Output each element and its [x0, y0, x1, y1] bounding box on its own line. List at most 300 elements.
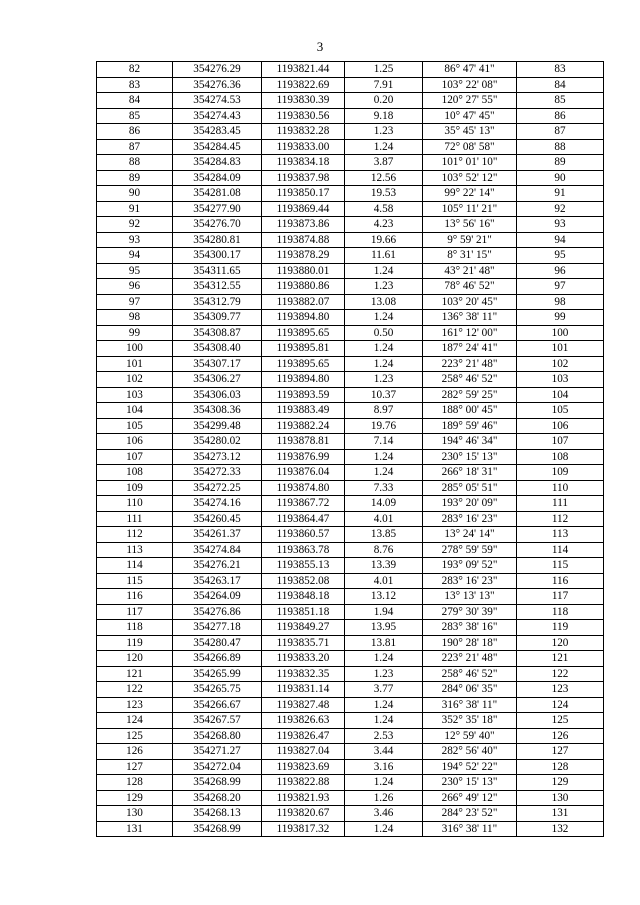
table-row	[97, 821, 604, 837]
next-point-cell: 123	[517, 682, 604, 698]
table-row	[97, 294, 604, 310]
bearing-cell: 105° 11' 21"	[423, 201, 517, 217]
x-coordinate-cell: 354300.17	[173, 248, 262, 264]
bearing-cell: 316° 38' 11"	[423, 821, 517, 837]
table-row	[97, 558, 604, 574]
x-coordinate-cell: 354260.45	[173, 511, 262, 527]
bearing-cell: 8° 31' 15"	[423, 248, 517, 264]
point-number-cell: 98	[97, 310, 173, 326]
table-row	[97, 217, 604, 233]
y-coordinate-cell: 1193817.32	[262, 821, 345, 837]
next-point-cell: 104	[517, 387, 604, 403]
distance-cell: 1.23	[345, 666, 423, 682]
table-row	[97, 387, 604, 403]
table-row	[97, 620, 604, 636]
bearing-cell: 13° 24' 14"	[423, 527, 517, 543]
distance-cell: 19.76	[345, 418, 423, 434]
table-row	[97, 589, 604, 605]
x-coordinate-cell: 354276.36	[173, 77, 262, 93]
y-coordinate-cell: 1193850.17	[262, 186, 345, 202]
x-coordinate-cell: 354271.27	[173, 744, 262, 760]
next-point-cell: 87	[517, 124, 604, 140]
next-point-cell: 105	[517, 403, 604, 419]
bearing-cell: 194° 52' 22"	[423, 759, 517, 775]
x-coordinate-cell: 354274.16	[173, 496, 262, 512]
next-point-cell: 97	[517, 279, 604, 295]
next-point-cell: 83	[517, 62, 604, 78]
distance-cell: 13.85	[345, 527, 423, 543]
coordinates-table-body	[97, 62, 604, 837]
x-coordinate-cell: 354266.89	[173, 651, 262, 667]
bearing-cell: 223° 21' 48"	[423, 651, 517, 667]
x-coordinate-cell: 354299.48	[173, 418, 262, 434]
x-coordinate-cell: 354268.99	[173, 821, 262, 837]
next-point-cell: 91	[517, 186, 604, 202]
distance-cell: 7.33	[345, 480, 423, 496]
distance-cell: 0.20	[345, 93, 423, 109]
y-coordinate-cell: 1193822.69	[262, 77, 345, 93]
distance-cell: 3.46	[345, 806, 423, 822]
next-point-cell: 129	[517, 775, 604, 791]
point-number-cell: 130	[97, 806, 173, 822]
y-coordinate-cell: 1193821.44	[262, 62, 345, 78]
table-row	[97, 666, 604, 682]
x-coordinate-cell: 354265.75	[173, 682, 262, 698]
point-number-cell: 124	[97, 713, 173, 729]
bearing-cell: 258° 46' 52"	[423, 666, 517, 682]
distance-cell: 13.95	[345, 620, 423, 636]
next-point-cell: 100	[517, 325, 604, 341]
distance-cell: 1.24	[345, 465, 423, 481]
table-row	[97, 496, 604, 512]
point-number-cell: 116	[97, 589, 173, 605]
coordinates-table	[96, 61, 604, 837]
table-row	[97, 139, 604, 155]
point-number-cell: 95	[97, 263, 173, 279]
point-number-cell: 103	[97, 387, 173, 403]
point-number-cell: 123	[97, 697, 173, 713]
next-point-cell: 120	[517, 635, 604, 651]
next-point-cell: 90	[517, 170, 604, 186]
bearing-cell: 193° 09' 52"	[423, 558, 517, 574]
y-coordinate-cell: 1193876.04	[262, 465, 345, 481]
bearing-cell: 278° 59' 59"	[423, 542, 517, 558]
table-row	[97, 806, 604, 822]
distance-cell: 13.12	[345, 589, 423, 605]
next-point-cell: 114	[517, 542, 604, 558]
y-coordinate-cell: 1193876.99	[262, 449, 345, 465]
table-row	[97, 201, 604, 217]
x-coordinate-cell: 354272.25	[173, 480, 262, 496]
next-point-cell: 103	[517, 372, 604, 388]
distance-cell: 19.53	[345, 186, 423, 202]
next-point-cell: 115	[517, 558, 604, 574]
x-coordinate-cell: 354274.53	[173, 93, 262, 109]
y-coordinate-cell: 1193894.80	[262, 310, 345, 326]
point-number-cell: 100	[97, 341, 173, 357]
x-coordinate-cell: 354274.43	[173, 108, 262, 124]
x-coordinate-cell: 354263.17	[173, 573, 262, 589]
y-coordinate-cell: 1193834.18	[262, 155, 345, 171]
point-number-cell: 94	[97, 248, 173, 264]
point-number-cell: 99	[97, 325, 173, 341]
bearing-cell: 103° 22' 08"	[423, 77, 517, 93]
distance-cell: 4.01	[345, 511, 423, 527]
bearing-cell: 101° 01' 10"	[423, 155, 517, 171]
point-number-cell: 109	[97, 480, 173, 496]
y-coordinate-cell: 1193894.80	[262, 372, 345, 388]
bearing-cell: 279° 30' 39"	[423, 604, 517, 620]
next-point-cell: 96	[517, 263, 604, 279]
bearing-cell: 43° 21' 48"	[423, 263, 517, 279]
page-number: 3	[316, 39, 324, 54]
next-point-cell: 118	[517, 604, 604, 620]
bearing-cell: 9° 59' 21"	[423, 232, 517, 248]
point-number-cell: 91	[97, 201, 173, 217]
bearing-cell: 136° 38' 11"	[423, 310, 517, 326]
y-coordinate-cell: 1193830.56	[262, 108, 345, 124]
bearing-cell: 35° 45' 13"	[423, 124, 517, 140]
next-point-cell: 93	[517, 217, 604, 233]
table-row	[97, 325, 604, 341]
table-row	[97, 635, 604, 651]
bearing-cell: 188° 00' 45"	[423, 403, 517, 419]
distance-cell: 3.16	[345, 759, 423, 775]
y-coordinate-cell: 1193833.20	[262, 651, 345, 667]
y-coordinate-cell: 1193864.47	[262, 511, 345, 527]
table-row	[97, 341, 604, 357]
y-coordinate-cell: 1193837.98	[262, 170, 345, 186]
x-coordinate-cell: 354273.12	[173, 449, 262, 465]
distance-cell: 4.23	[345, 217, 423, 233]
distance-cell: 1.24	[345, 697, 423, 713]
table-row	[97, 759, 604, 775]
distance-cell: 1.24	[345, 821, 423, 837]
next-point-cell: 112	[517, 511, 604, 527]
point-number-cell: 119	[97, 635, 173, 651]
y-coordinate-cell: 1193827.04	[262, 744, 345, 760]
next-point-cell: 108	[517, 449, 604, 465]
point-number-cell: 115	[97, 573, 173, 589]
x-coordinate-cell: 354264.09	[173, 589, 262, 605]
x-coordinate-cell: 354272.33	[173, 465, 262, 481]
next-point-cell: 122	[517, 666, 604, 682]
distance-cell: 1.26	[345, 790, 423, 806]
bearing-cell: 230° 15' 13"	[423, 775, 517, 791]
point-number-cell: 86	[97, 124, 173, 140]
x-coordinate-cell: 354284.45	[173, 139, 262, 155]
next-point-cell: 132	[517, 821, 604, 837]
y-coordinate-cell: 1193832.28	[262, 124, 345, 140]
y-coordinate-cell: 1193874.88	[262, 232, 345, 248]
x-coordinate-cell: 354309.77	[173, 310, 262, 326]
point-number-cell: 87	[97, 139, 173, 155]
table-row	[97, 790, 604, 806]
x-coordinate-cell: 354276.21	[173, 558, 262, 574]
point-number-cell: 113	[97, 542, 173, 558]
distance-cell: 1.24	[345, 651, 423, 667]
point-number-cell: 112	[97, 527, 173, 543]
point-number-cell: 92	[97, 217, 173, 233]
distance-cell: 7.91	[345, 77, 423, 93]
x-coordinate-cell: 354308.87	[173, 325, 262, 341]
next-point-cell: 128	[517, 759, 604, 775]
bearing-cell: 72° 08' 58"	[423, 139, 517, 155]
bearing-cell: 189° 59' 46"	[423, 418, 517, 434]
point-number-cell: 102	[97, 372, 173, 388]
y-coordinate-cell: 1193880.01	[262, 263, 345, 279]
next-point-cell: 126	[517, 728, 604, 744]
distance-cell: 1.24	[345, 310, 423, 326]
next-point-cell: 106	[517, 418, 604, 434]
bearing-cell: 193° 20' 09"	[423, 496, 517, 512]
x-coordinate-cell: 354261.37	[173, 527, 262, 543]
x-coordinate-cell: 354276.86	[173, 604, 262, 620]
y-coordinate-cell: 1193835.71	[262, 635, 345, 651]
distance-cell: 10.37	[345, 387, 423, 403]
table-row	[97, 449, 604, 465]
next-point-cell: 131	[517, 806, 604, 822]
distance-cell: 1.24	[345, 356, 423, 372]
distance-cell: 3.77	[345, 682, 423, 698]
table-row	[97, 356, 604, 372]
distance-cell: 1.23	[345, 372, 423, 388]
x-coordinate-cell: 354306.27	[173, 372, 262, 388]
y-coordinate-cell: 1193820.67	[262, 806, 345, 822]
table-row	[97, 651, 604, 667]
y-coordinate-cell: 1193883.49	[262, 403, 345, 419]
x-coordinate-cell: 354272.04	[173, 759, 262, 775]
point-number-cell: 121	[97, 666, 173, 682]
y-coordinate-cell: 1193848.18	[262, 589, 345, 605]
table-row	[97, 263, 604, 279]
next-point-cell: 101	[517, 341, 604, 357]
x-coordinate-cell: 354274.84	[173, 542, 262, 558]
point-number-cell: 118	[97, 620, 173, 636]
next-point-cell: 125	[517, 713, 604, 729]
x-coordinate-cell: 354308.40	[173, 341, 262, 357]
x-coordinate-cell: 354312.55	[173, 279, 262, 295]
next-point-cell: 117	[517, 589, 604, 605]
point-number-cell: 117	[97, 604, 173, 620]
x-coordinate-cell: 354265.99	[173, 666, 262, 682]
table-row	[97, 108, 604, 124]
bearing-cell: 10° 47' 45"	[423, 108, 517, 124]
y-coordinate-cell: 1193827.48	[262, 697, 345, 713]
distance-cell: 13.81	[345, 635, 423, 651]
x-coordinate-cell: 354280.02	[173, 434, 262, 450]
y-coordinate-cell: 1193878.81	[262, 434, 345, 450]
bearing-cell: 266° 49' 12"	[423, 790, 517, 806]
y-coordinate-cell: 1193867.72	[262, 496, 345, 512]
bearing-cell: 99° 22' 14"	[423, 186, 517, 202]
point-number-cell: 129	[97, 790, 173, 806]
bearing-cell: 194° 46' 34"	[423, 434, 517, 450]
x-coordinate-cell: 354268.20	[173, 790, 262, 806]
x-coordinate-cell: 354307.17	[173, 356, 262, 372]
table-row	[97, 511, 604, 527]
point-number-cell: 88	[97, 155, 173, 171]
distance-cell: 19.66	[345, 232, 423, 248]
table-row	[97, 744, 604, 760]
y-coordinate-cell: 1193852.08	[262, 573, 345, 589]
distance-cell: 14.09	[345, 496, 423, 512]
table-row	[97, 697, 604, 713]
bearing-cell: 13° 13' 13"	[423, 589, 517, 605]
x-coordinate-cell: 354280.47	[173, 635, 262, 651]
next-point-cell: 86	[517, 108, 604, 124]
bearing-cell: 103° 52' 12"	[423, 170, 517, 186]
point-number-cell: 97	[97, 294, 173, 310]
y-coordinate-cell: 1193855.13	[262, 558, 345, 574]
y-coordinate-cell: 1193882.07	[262, 294, 345, 310]
x-coordinate-cell: 354267.57	[173, 713, 262, 729]
next-point-cell: 102	[517, 356, 604, 372]
distance-cell: 1.23	[345, 279, 423, 295]
distance-cell: 1.24	[345, 775, 423, 791]
table-row	[97, 93, 604, 109]
table-row	[97, 170, 604, 186]
distance-cell: 3.87	[345, 155, 423, 171]
y-coordinate-cell: 1193823.69	[262, 759, 345, 775]
bearing-cell: 316° 38' 11"	[423, 697, 517, 713]
table-row	[97, 527, 604, 543]
next-point-cell: 110	[517, 480, 604, 496]
point-number-cell: 83	[97, 77, 173, 93]
bearing-cell: 284° 23' 52"	[423, 806, 517, 822]
point-number-cell: 131	[97, 821, 173, 837]
bearing-cell: 282° 56' 40"	[423, 744, 517, 760]
x-coordinate-cell: 354306.03	[173, 387, 262, 403]
point-number-cell: 101	[97, 356, 173, 372]
x-coordinate-cell: 354283.45	[173, 124, 262, 140]
x-coordinate-cell: 354266.67	[173, 697, 262, 713]
point-number-cell: 111	[97, 511, 173, 527]
point-number-cell: 96	[97, 279, 173, 295]
table-row	[97, 465, 604, 481]
table-row	[97, 77, 604, 93]
distance-cell: 8.97	[345, 403, 423, 419]
y-coordinate-cell: 1193895.65	[262, 356, 345, 372]
y-coordinate-cell: 1193849.27	[262, 620, 345, 636]
y-coordinate-cell: 1193860.57	[262, 527, 345, 543]
distance-cell: 1.24	[345, 449, 423, 465]
distance-cell: 1.25	[345, 62, 423, 78]
distance-cell: 4.58	[345, 201, 423, 217]
bearing-cell: 86° 47' 41"	[423, 62, 517, 78]
point-number-cell: 108	[97, 465, 173, 481]
y-coordinate-cell: 1193831.14	[262, 682, 345, 698]
point-number-cell: 105	[97, 418, 173, 434]
bearing-cell: 187° 24' 41"	[423, 341, 517, 357]
point-number-cell: 90	[97, 186, 173, 202]
distance-cell: 1.24	[345, 341, 423, 357]
table-row	[97, 279, 604, 295]
y-coordinate-cell: 1193826.47	[262, 728, 345, 744]
next-point-cell: 111	[517, 496, 604, 512]
bearing-cell: 284° 06' 35"	[423, 682, 517, 698]
bearing-cell: 230° 15' 13"	[423, 449, 517, 465]
point-number-cell: 122	[97, 682, 173, 698]
table-row	[97, 155, 604, 171]
y-coordinate-cell: 1193869.44	[262, 201, 345, 217]
point-number-cell: 128	[97, 775, 173, 791]
y-coordinate-cell: 1193895.81	[262, 341, 345, 357]
table-row	[97, 372, 604, 388]
next-point-cell: 92	[517, 201, 604, 217]
x-coordinate-cell: 354276.70	[173, 217, 262, 233]
y-coordinate-cell: 1193832.35	[262, 666, 345, 682]
y-coordinate-cell: 1193851.18	[262, 604, 345, 620]
table-row	[97, 775, 604, 791]
y-coordinate-cell: 1193882.24	[262, 418, 345, 434]
x-coordinate-cell: 354312.79	[173, 294, 262, 310]
bearing-cell: 120° 27' 55"	[423, 93, 517, 109]
point-number-cell: 106	[97, 434, 173, 450]
table-row	[97, 604, 604, 620]
x-coordinate-cell: 354268.99	[173, 775, 262, 791]
table-row	[97, 480, 604, 496]
distance-cell: 7.14	[345, 434, 423, 450]
table-row	[97, 310, 604, 326]
next-point-cell: 109	[517, 465, 604, 481]
table-row	[97, 403, 604, 419]
bearing-cell: 285° 05' 51"	[423, 480, 517, 496]
x-coordinate-cell: 354284.83	[173, 155, 262, 171]
point-number-cell: 126	[97, 744, 173, 760]
distance-cell: 3.44	[345, 744, 423, 760]
x-coordinate-cell: 354277.18	[173, 620, 262, 636]
table-row	[97, 248, 604, 264]
point-number-cell: 84	[97, 93, 173, 109]
point-number-cell: 120	[97, 651, 173, 667]
next-point-cell: 124	[517, 697, 604, 713]
x-coordinate-cell: 354268.13	[173, 806, 262, 822]
table-row	[97, 434, 604, 450]
distance-cell: 2.53	[345, 728, 423, 744]
distance-cell: 11.61	[345, 248, 423, 264]
distance-cell: 13.39	[345, 558, 423, 574]
bearing-cell: 103° 20' 45"	[423, 294, 517, 310]
bearing-cell: 352° 35' 18"	[423, 713, 517, 729]
x-coordinate-cell: 354268.80	[173, 728, 262, 744]
y-coordinate-cell: 1193863.78	[262, 542, 345, 558]
table-row	[97, 682, 604, 698]
y-coordinate-cell: 1193822.88	[262, 775, 345, 791]
table-row	[97, 124, 604, 140]
bearing-cell: 13° 56' 16"	[423, 217, 517, 233]
table-row	[97, 232, 604, 248]
y-coordinate-cell: 1193874.80	[262, 480, 345, 496]
x-coordinate-cell: 354281.08	[173, 186, 262, 202]
y-coordinate-cell: 1193895.65	[262, 325, 345, 341]
distance-cell: 1.23	[345, 124, 423, 140]
table-row	[97, 573, 604, 589]
y-coordinate-cell: 1193833.00	[262, 139, 345, 155]
next-point-cell: 88	[517, 139, 604, 155]
next-point-cell: 99	[517, 310, 604, 326]
point-number-cell: 85	[97, 108, 173, 124]
bearing-cell: 12° 59' 40"	[423, 728, 517, 744]
point-number-cell: 127	[97, 759, 173, 775]
x-coordinate-cell: 354276.29	[173, 62, 262, 78]
next-point-cell: 89	[517, 155, 604, 171]
next-point-cell: 116	[517, 573, 604, 589]
point-number-cell: 107	[97, 449, 173, 465]
next-point-cell: 107	[517, 434, 604, 450]
bearing-cell: 190° 28' 18"	[423, 635, 517, 651]
bearing-cell: 282° 59' 25"	[423, 387, 517, 403]
